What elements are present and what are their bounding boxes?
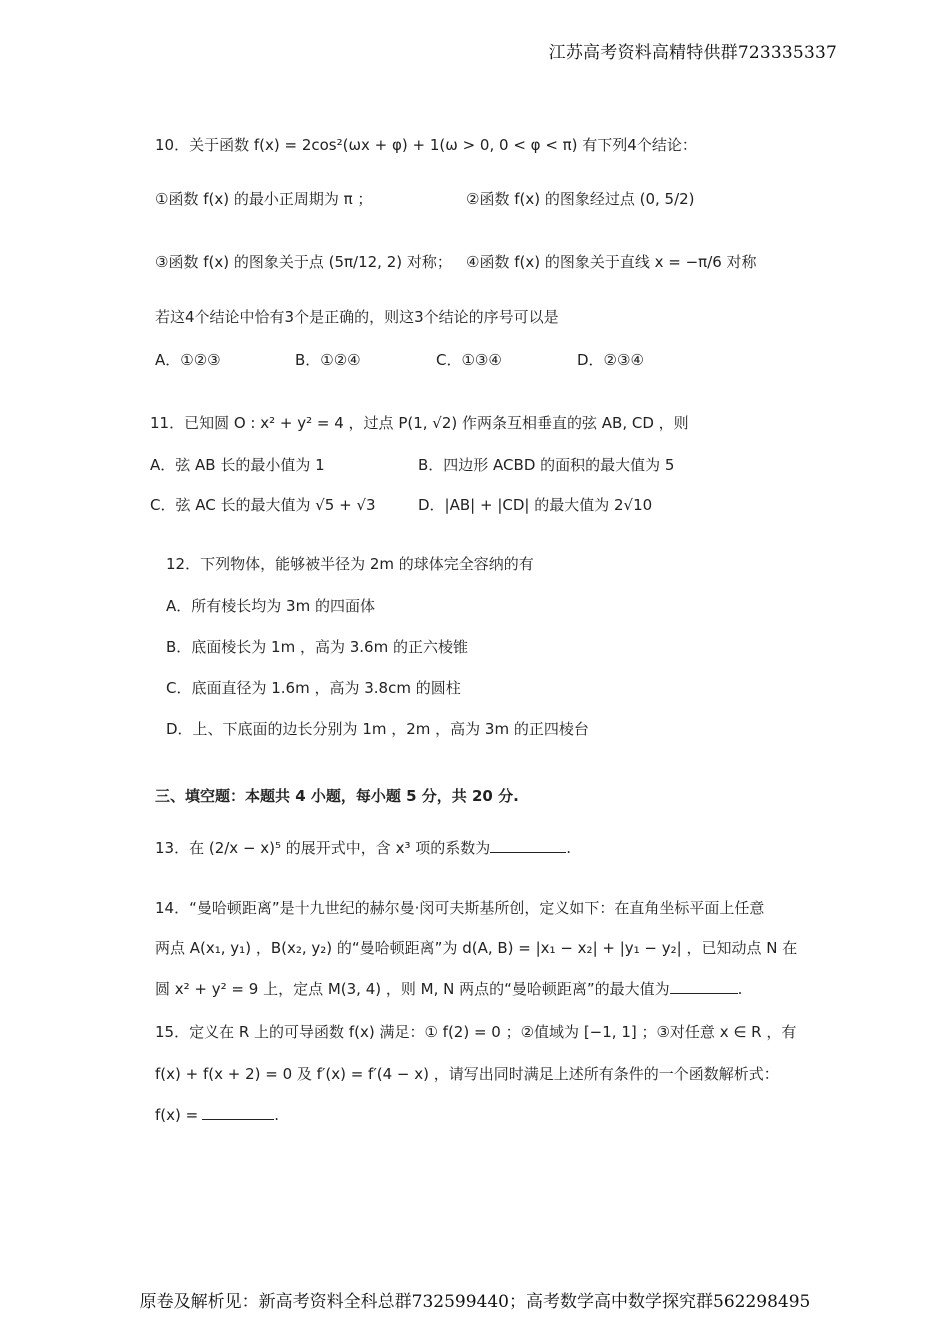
q11-stem: 11．已知圆 O : x² + y² = 4 ，过点 P(1, √2) 作两条互相垂直的弦 AB, CD ，则 bbox=[150, 414, 689, 432]
q11-option-a: A．弦 AB 长的最小值为 1 bbox=[150, 456, 325, 474]
q11-option-c: C．弦 AC 长的最大值为 √5 + √3 bbox=[150, 496, 376, 514]
q14-end: . bbox=[737, 980, 743, 998]
q10-conclusion-4: ④函数 f(x) 的图象关于直线 x = −π/6 对称 bbox=[466, 253, 757, 271]
q10-option-b: B．①②④ bbox=[295, 351, 361, 369]
q12-stem: 12．下列物体，能够被半径为 2m 的球体完全容纳的有 bbox=[166, 555, 534, 573]
q13-line bbox=[155, 836, 571, 858]
q13-end: . bbox=[566, 839, 572, 857]
footer-group-info: 原卷及解析见：新高考资料全科总群732599440；高考数学高中数学探究群562298495 bbox=[139, 1292, 811, 1312]
q10-option-d: D．②③④ bbox=[577, 351, 644, 369]
q13-answer-blank[interactable] bbox=[490, 836, 566, 853]
q10-option-a: A．①②③ bbox=[155, 351, 221, 369]
q12-option-b: B．底面棱长为 1m ，高为 3.6m 的正六棱锥 bbox=[166, 638, 468, 656]
q15-answer-blank[interactable] bbox=[202, 1103, 274, 1120]
q15-line-1: 15．定义在 R 上的可导函数 f(x) 满足：① f(2) = 0 ；②值域为 [−1, 1] ；③对任意 x ∈ R ，有 bbox=[155, 1023, 797, 1041]
section-3-title: 三、填空题：本题共 4 小题，每小题 5 分，共 20 分. bbox=[155, 787, 519, 805]
q13-text: 13．在 (2/x − x)⁵ 的展开式中，含 x³ 项的系数为 bbox=[155, 839, 491, 857]
q15-line-3 bbox=[155, 1103, 279, 1124]
q10-stem: 10．关于函数 f(x) = 2cos²(ωx + φ) + 1(ω > 0, 0 < φ < π) 有下列4个结论： bbox=[155, 136, 697, 154]
q12-option-a: A．所有棱长均为 3m 的四面体 bbox=[166, 597, 375, 615]
q10-question: 若这4个结论中恰有3个是正确的，则这3个结论的序号可以是 bbox=[155, 308, 559, 326]
q15-end: . bbox=[274, 1106, 279, 1124]
q14-line-3-text: 圆 x² + y² = 9 上，定点 M(3, 4) ，则 M, N 两点的“曼哈顿距离”的最大值为 bbox=[155, 980, 670, 998]
q14-line-3 bbox=[155, 977, 742, 999]
q10-option-c: C．①③④ bbox=[436, 351, 502, 369]
q10-conclusion-3: ③函数 f(x) 的图象关于点 (5π/12, 2) 对称； bbox=[155, 253, 452, 271]
q11-option-b: B．四边形 ACBD 的面积的最大值为 5 bbox=[418, 456, 675, 474]
q11-option-d: D．|AB| + |CD| 的最大值为 2√10 bbox=[418, 496, 653, 514]
q14-line-1: 14．“曼哈顿距离”是十九世纪的赫尔曼·闵可夫斯基所创，定义如下：在直角坐标平面上任意 bbox=[155, 899, 765, 917]
q12-option-d: D．上、下底面的边长分别为 1m ，2m ，高为 3m 的正四棱台 bbox=[166, 720, 589, 738]
q12-option-c: C．底面直径为 1.6m ，高为 3.8cm 的圆柱 bbox=[166, 679, 461, 697]
q10-conclusion-2: ②函数 f(x) 的图象经过点 (0, 5/2) bbox=[466, 190, 695, 208]
q14-answer-blank[interactable] bbox=[670, 977, 738, 994]
q14-line-2: 两点 A(x₁, y₁) ，B(x₂, y₂) 的“曼哈顿距离”为 d(A, B) = |x₁ − x₂| + |y₁ − y₂| ，已知动点 N 在 bbox=[155, 939, 798, 957]
q10-conclusion-1: ①函数 f(x) 的最小正周期为 π ； bbox=[155, 190, 373, 208]
q15-line-3-text: f(x) = bbox=[155, 1106, 199, 1124]
header-group-info: 江苏高考资料高精特供群723335337 bbox=[548, 43, 837, 63]
q15-line-2: f(x) + f(x + 2) = 0 及 f′(x) = f′(4 − x) ，请写出同时满足上述所有条件的一个函数解析式： bbox=[155, 1065, 779, 1083]
